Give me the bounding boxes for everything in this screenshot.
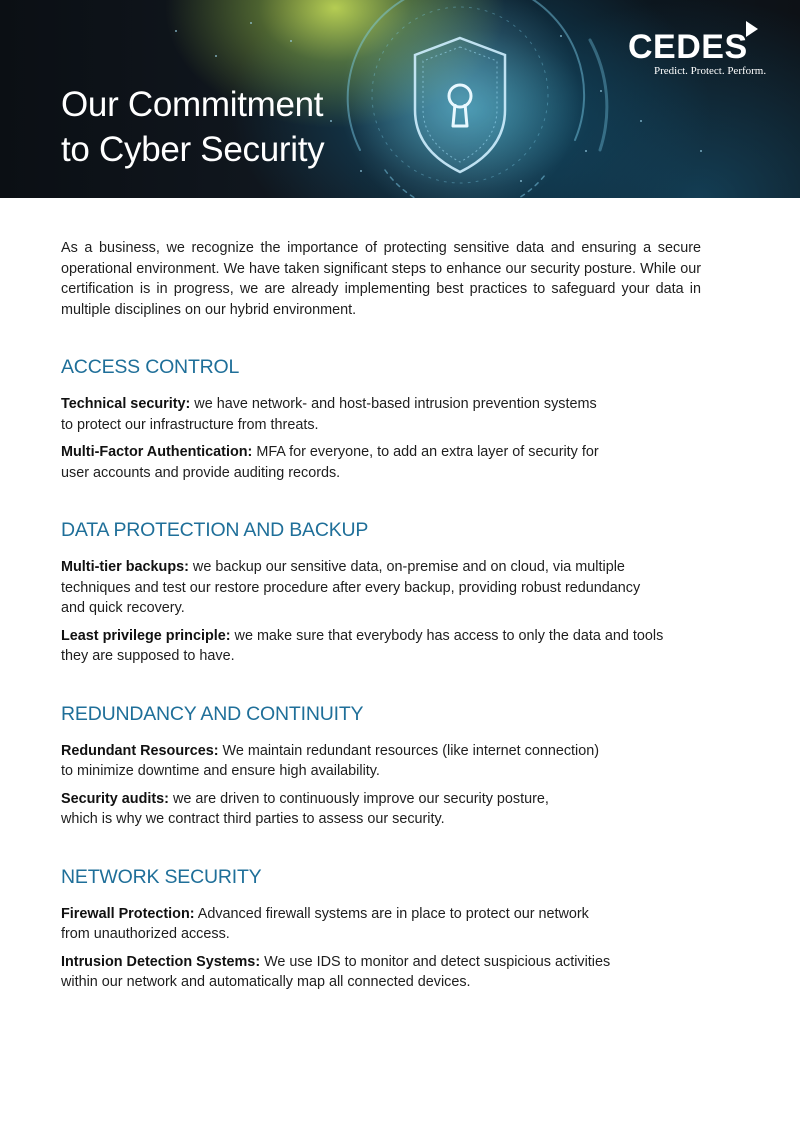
section-item [61, 626, 701, 667]
brand-logo [628, 18, 778, 80]
section-item [61, 442, 701, 483]
item-text: we make sure that everybody has access to only the data and tools [230, 627, 664, 644]
page-title [61, 82, 324, 172]
section-heading: NETWORK SECURITY [61, 865, 262, 888]
title-line-1: Our Commitment [61, 85, 324, 124]
item-term: Multi-tier backups: [61, 559, 189, 575]
section-access-control [61, 354, 701, 483]
play-triangle-icon [746, 21, 758, 37]
section-redundancy [61, 701, 701, 830]
item-term: Redundant Resources: [61, 742, 219, 759]
brand-tagline: Predict. Protect. Perform. [654, 65, 767, 77]
item-text: techniques and test our restore procedure after every backup, providing robust redundancy [61, 579, 641, 596]
section-item [61, 741, 701, 782]
item-text: user accounts and provide auditing records. [61, 464, 341, 481]
section-item [61, 904, 701, 945]
item-text: within our network and automatically map all connected devices. [61, 974, 471, 990]
item-text: we are driven to continuously improve our security posture, [168, 790, 549, 807]
item-text: MFA for everyone, to add an extra layer of security for [252, 444, 599, 460]
item-text: We maintain redundant resources (like internet connection) [218, 742, 600, 759]
section-heading: DATA PROTECTION AND BACKUP [61, 519, 369, 541]
header-banner [0, 0, 800, 198]
item-term: Firewall Protection: [61, 905, 195, 922]
item-term: Multi-Factor Authentication: [61, 444, 253, 460]
item-term: Security audits: [61, 790, 169, 807]
item-text: which is why we contract third parties to assess our security. [61, 811, 445, 827]
intro-paragraph: As a business, we recognize the importance of protecting sensitive data and ensuring a secure operational environment. We have taken significant steps to enhance our security posture. While our certification is in progress, we are already implementing best practices to safeguard your data in multiple disciplines on our hybrid environment. [61, 240, 701, 318]
item-text: to minimize downtime and ensure high availability. [61, 763, 380, 779]
item-term: Least privilege principle: [61, 627, 231, 644]
section-item [61, 952, 701, 993]
item-text: from unauthorized access. [61, 926, 230, 942]
section-data-protection [61, 517, 701, 667]
document-body [61, 238, 701, 1000]
brand-name: CEDES [628, 28, 748, 66]
item-text: and quick recovery. [61, 600, 185, 616]
item-text: Advanced firewall systems are in place to protect our network [194, 905, 589, 922]
section-item [61, 557, 701, 619]
item-text: we have network- and host-based intrusion prevention systems [190, 396, 597, 412]
section-item [61, 789, 701, 830]
item-text: We use IDS to monitor and detect suspicious activities [260, 953, 611, 970]
section-heading: REDUNDANCY AND CONTINUITY [61, 702, 364, 725]
section-network-security [61, 864, 701, 993]
section-heading: ACCESS CONTROL [61, 356, 240, 378]
item-text: we backup our sensitive data, on-premise and on cloud, via multiple [188, 559, 625, 575]
item-text: they are supposed to have. [61, 648, 235, 664]
item-term: Intrusion Detection Systems: [61, 953, 261, 970]
item-term: Technical security: [61, 396, 191, 412]
item-text: to protect our infrastructure from threats. [61, 416, 319, 433]
title-line-2: to Cyber Security [61, 130, 325, 169]
section-item [61, 394, 701, 435]
